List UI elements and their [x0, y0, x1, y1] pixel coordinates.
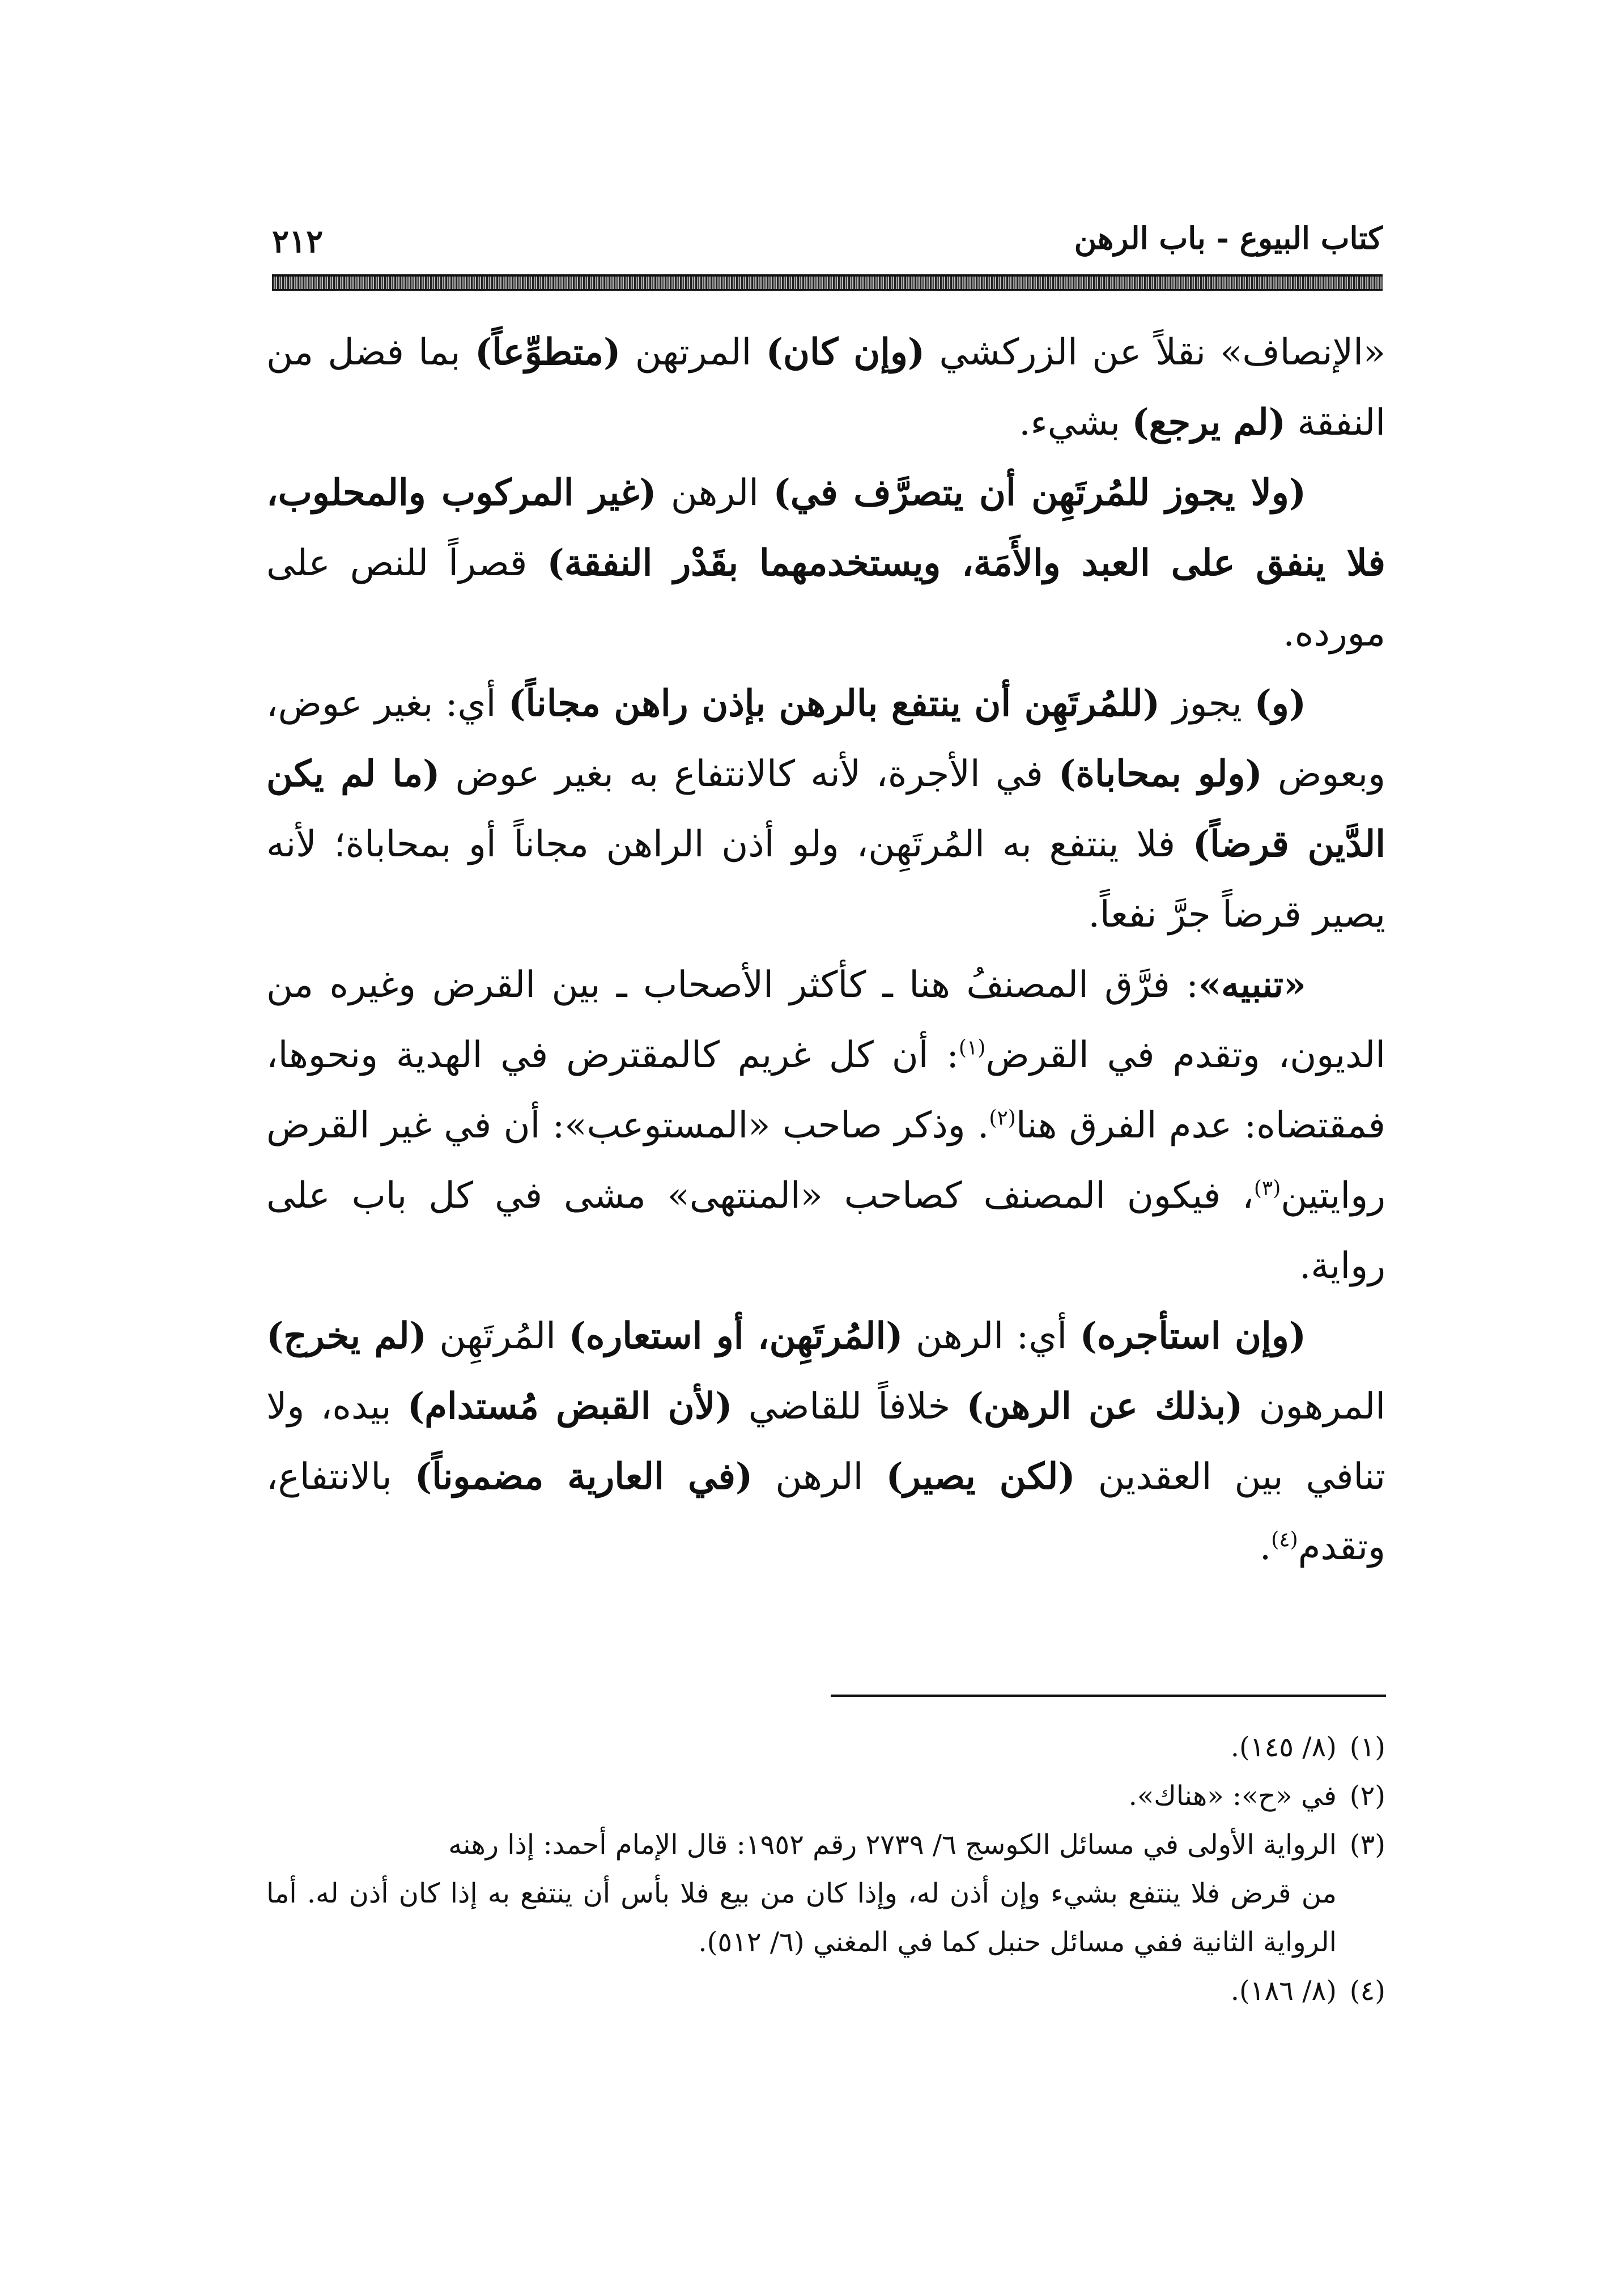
footnote-ref-4: (٤): [1271, 1528, 1298, 1552]
text-run: يجوز: [1160, 683, 1255, 725]
matn-run: (وإن كان): [766, 331, 925, 373]
matn-run: (وإن استأجره): [1079, 1315, 1306, 1357]
text-run: أي: بغير عوض، وبعوض: [266, 683, 1385, 795]
footnotes: [266, 1723, 1385, 2015]
text-run: المرهون: [1243, 1386, 1386, 1428]
footnote-1: [266, 1723, 1385, 1772]
paragraph-2: [266, 458, 1385, 669]
text-run: بشيء.: [1019, 402, 1132, 444]
text-run: . وذكر صاحب «المستوعب»: أن في غير القرض روايتين: [266, 1105, 1385, 1217]
text-run: ، فيكون المصنف كصاحب «المنتهى» مشى في كل باب على رواية.: [266, 1175, 1385, 1287]
matn-run: (لم يرجع): [1132, 401, 1286, 444]
footnote-number: (٣): [1349, 1829, 1385, 1861]
footnote-text: (٨/ ١٨٦).: [1230, 1975, 1337, 2007]
text-run: فلا ينتفع به المُرتَهِن، ولو أذن الراهن مجاناً أو بمحاباة؛ لأنه يصير قرضاً جرَّ نفعاً.: [266, 823, 1385, 936]
paragraph-4: [266, 950, 1385, 1301]
text-run: : فرَّق المصنفُ هنا ـ كأكثر الأصحاب ـ بين القرض وغيره من الديون، وتقدم في القرض: [266, 964, 1386, 1076]
matn-run: (متطوِّعاً): [474, 331, 621, 373]
text-run: الرهن: [656, 472, 773, 514]
footnote-ref-2: (٢): [989, 1106, 1016, 1130]
running-title: كتاب البيوع - باب الرهن: [1074, 220, 1383, 256]
text-run: أي: الرهن: [903, 1315, 1080, 1357]
page-number: ٢١٢: [272, 223, 324, 260]
text-run: بما فضل من النفقة: [266, 332, 1385, 444]
footnote-number: (٤): [1349, 1975, 1385, 2007]
text-run: قصراً للنص على مورده.: [266, 542, 1385, 655]
footnote-number: (٢): [1349, 1780, 1385, 1812]
paragraph-3: [266, 669, 1385, 950]
matn-run: (ما لم يكن الدَّين قرضاً): [266, 753, 1386, 865]
text-run: .: [1259, 1526, 1272, 1568]
matn-run: (المُرتَهِن، أو استعاره): [568, 1315, 903, 1357]
footnote-text: في «ح»: «هناك».: [1128, 1780, 1337, 1812]
footnote-text: الرواية الأولى في مسائل الكوسج ٦/ ٢٧٣٩ رقم ١٩٥٢: قال الإمام أحمد: إذا رهنه: [448, 1829, 1337, 1861]
text-run: «الإنصاف» نقلاً عن الزركشي: [925, 332, 1386, 373]
matn-run: (و): [1254, 682, 1306, 725]
footnote-ref-3: (٣): [1253, 1177, 1281, 1200]
footnote-text: (٨/ ١٤٥).: [1230, 1731, 1337, 1763]
paragraph-1: [266, 317, 1385, 458]
page-header: [272, 215, 1383, 266]
text-run: الرهن: [753, 1456, 886, 1498]
matn-run: (ولا يجوز للمُرتَهِن أن يتصرَّف في): [773, 472, 1307, 514]
matn-run: (في العارية مضموناً): [414, 1455, 753, 1498]
footnote-4: [266, 1967, 1385, 2015]
footnote-3-continuation: من قرض فلا ينتفع بشيء وإن أذن له، وإذا كان من بيع فلا بأس أن ينتفع به إذا كان أذن له. أما الرواية الثانية ففي مسائل حنبل كما في المغني (٦/ ٥١٢).: [266, 1878, 1337, 1958]
footnote-2: [266, 1772, 1385, 1820]
matn-run: (لكن يصير): [886, 1455, 1075, 1498]
footnote-number: (١): [1349, 1731, 1385, 1763]
text-run: في الأجرة، لأنه كالانتفاع به بغير عوض: [440, 753, 1059, 795]
text-run: بالانتفاع، وتقدم: [266, 1456, 1385, 1568]
matn-run: (لأن القبض مُستدام): [407, 1385, 733, 1428]
paragraph-5: [266, 1301, 1385, 1582]
text-run: : أن كل غريم كالمقترض في الهدية ونحوها، فمقتضاه: عدم الفرق هنا: [266, 1034, 1386, 1146]
matn-run: (بذلك عن الرهن): [966, 1385, 1243, 1428]
matn-run: «تنبيه»: [1198, 963, 1307, 1006]
footnote-3: [266, 1820, 1385, 1869]
matn-run: (ولو بمحاباة): [1058, 753, 1262, 795]
text-run: المرتهن: [620, 332, 766, 373]
footnote-ref-1: (١): [958, 1036, 986, 1060]
matn-run: (للمُرتَهِن أن ينتفع بالرهن بإذن راهن مجاناً): [508, 682, 1160, 725]
main-text: [266, 317, 1385, 1582]
matn-run: (غير المركوب والمحلوب، فلا ينفق على العبد والأَمَة، ويستخدمهما بقَدْر النفقة): [266, 472, 1385, 584]
footnote-separator: [831, 1695, 1386, 1697]
matn-run: (لم يخرج): [266, 1315, 427, 1357]
text-run: خلافاً للقاضي: [732, 1386, 967, 1428]
text-run: بيده، ولا تنافي بين العقدين: [266, 1386, 1386, 1498]
text-run: المُرتَهِن: [426, 1315, 569, 1357]
header-rule: [272, 274, 1383, 291]
